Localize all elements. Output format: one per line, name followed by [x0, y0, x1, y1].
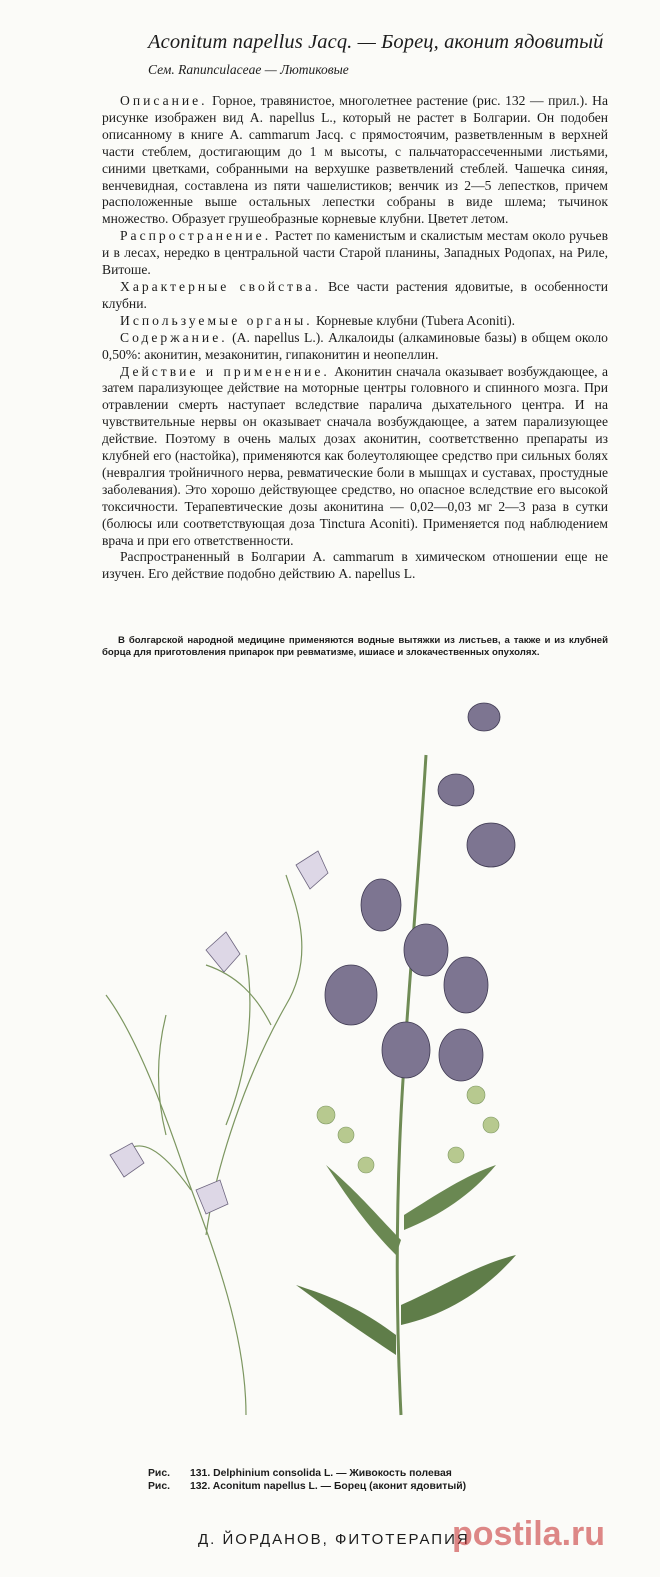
- section-closing: Распространенный в Болгарии A. cammarum в химическом отношении еще не изучен. Его действие подобно действию A. napellus L.: [102, 549, 608, 582]
- section-description: [102, 93, 608, 228]
- delphinium-flower: [206, 932, 240, 972]
- caption-fig-131: [148, 1467, 466, 1480]
- delphinium-flower: [110, 1143, 144, 1177]
- section-heading: Характерные свойства.: [120, 278, 321, 294]
- delphinium-drawing: [106, 875, 302, 1415]
- botanical-illustration: [96, 695, 564, 1420]
- section-heading: Используемые органы.: [120, 312, 313, 328]
- delphinium-flower: [296, 851, 328, 889]
- aconitum-leaf: [401, 1255, 516, 1325]
- caption-text: 132. Aconitum napellus L. — Борец (аконит ядовитый): [190, 1481, 467, 1492]
- section-text: Аконитин сначала оказывает возбуждающее, а затем парализующее действие на моторные центры головного и спинного мозга. При отравлении смерть наступает вследствие паралича дыхательного центра. И на чувствительные нервы он оказывает сначала возбуждающее, а затем парализующее действие. Поэтому в очень малых дозах аконитин, соответственно препараты из клубней его (настойка), применяются как болеутоляющее средство при сильных болях (невралгия тройничного нерва, ревматические боли в мышцах и суставах, простудные заболевания). Это хорошо действующее средство, но опасное вследствие его высокой токсичности. Терапевтические дозы аконитина — 0,02—0,03 мг 2—3 раза в сутки (болюсы или соответствующая доза Tinctura Aconiti). Применяется под наблюдением врача и при его ответственности.: [102, 363, 609, 548]
- aconitum-leaf: [296, 1285, 396, 1355]
- section-text: Растет по каменистым и скалистым местам около ручьев и в лесах, нередко в центральной части Старой планины, Западных Родопах, на Риле, Витоше.: [102, 228, 608, 278]
- aconitum-flower: [439, 1029, 483, 1081]
- folk-medicine-note: В болгарской народной медицине применяются водные вытяжки из листьев, а также и из клубней борца для приготовления припарок при ревматизме, ишиасе и злокачественных опухолях.: [102, 635, 608, 659]
- section-heading: Содержание.: [120, 329, 228, 345]
- caption-label: Рис.: [148, 1468, 170, 1479]
- caption-fig-132: [148, 1480, 466, 1493]
- section-heading: Действие и применение.: [120, 363, 330, 379]
- plant-family: Сем. Ranunculaceae — Лютиковые: [148, 62, 349, 77]
- aconitum-flower: [468, 703, 500, 731]
- delphinium-stem: [159, 1015, 167, 1135]
- section-text: Все части растения ядовитые, в особенности клубни.: [102, 278, 609, 311]
- section-properties: [102, 279, 608, 313]
- section-text: Корневые клубни (Tubera Aconiti).: [316, 312, 516, 328]
- aconitum-bud: [358, 1157, 374, 1173]
- section-text: (A. napellus L.). Алкалоиды (алкаминовые базы) в общем около 0,50%: аконитин, мезаконитин, гипаконитин и неопеллин.: [102, 329, 608, 362]
- section-organs: [102, 313, 608, 330]
- aconitum-flower: [404, 924, 448, 976]
- section-content: [102, 330, 608, 364]
- aconitum-drawing: [296, 703, 516, 1415]
- aconitum-flower: [444, 957, 488, 1013]
- section-heading: Описание.: [120, 93, 208, 108]
- aconitum-flower: [361, 879, 401, 931]
- aconitum-bud: [467, 1086, 485, 1104]
- aconitum-flowers: [325, 703, 515, 1081]
- section-distribution: [102, 228, 608, 279]
- caption-text: 131. Delphinium consolida L. — Живокость полевая: [190, 1468, 452, 1479]
- figure-captions: [148, 1467, 466, 1493]
- aconitum-flower: [325, 965, 377, 1025]
- aconitum-bud: [317, 1106, 335, 1124]
- aconitum-leaf: [326, 1165, 401, 1255]
- site-watermark: postila.ru: [452, 1515, 606, 1553]
- aconitum-flower: [382, 1022, 430, 1078]
- section-heading: Распространение.: [120, 228, 272, 244]
- section-text: Горное, травянистое, многолетнее растение (рис. 132 — прил.). На рисунке изображен вид A. napellus L., который не растет в Болгарии. Он подобен описанному в книге A. cammarum Jacq. с прямостоячим, разветвленным в верхней части стеблем, достигающим до 1 м высоты, с пальчаторассеченными листьями, синими цветками, собранными на верхушке разветвлений стеблей. Чашечка синяя, венчевидная, составлена из пяти чашелистиков; венчик из 2—5 лепестков, причем расположенные выше остальных лепестки собраны в виде шлема; тычинок множество. Образует грушеобразные корневые клубни. Цветет летом.: [102, 93, 609, 227]
- aconitum-leaf: [404, 1165, 496, 1230]
- delphinium-flower: [196, 1180, 228, 1214]
- section-action: [102, 364, 608, 550]
- page-title: Aconitum napellus Jacq. — Борец, аконит ядовитый: [148, 31, 604, 53]
- delphinium-stem: [206, 965, 271, 1025]
- aconitum-flower: [438, 774, 474, 806]
- aconitum-bud: [338, 1127, 354, 1143]
- article-body: [102, 93, 608, 583]
- aconitum-buds: [317, 1086, 499, 1173]
- aconitum-bud: [483, 1117, 499, 1133]
- caption-label: Рис.: [148, 1481, 170, 1492]
- book-footer: Д. ЙОРДАНОВ, ФИТОТЕРАПИЯ: [198, 1531, 470, 1548]
- delphinium-stem: [226, 955, 250, 1125]
- aconitum-flower: [467, 823, 515, 867]
- aconitum-bud: [448, 1147, 464, 1163]
